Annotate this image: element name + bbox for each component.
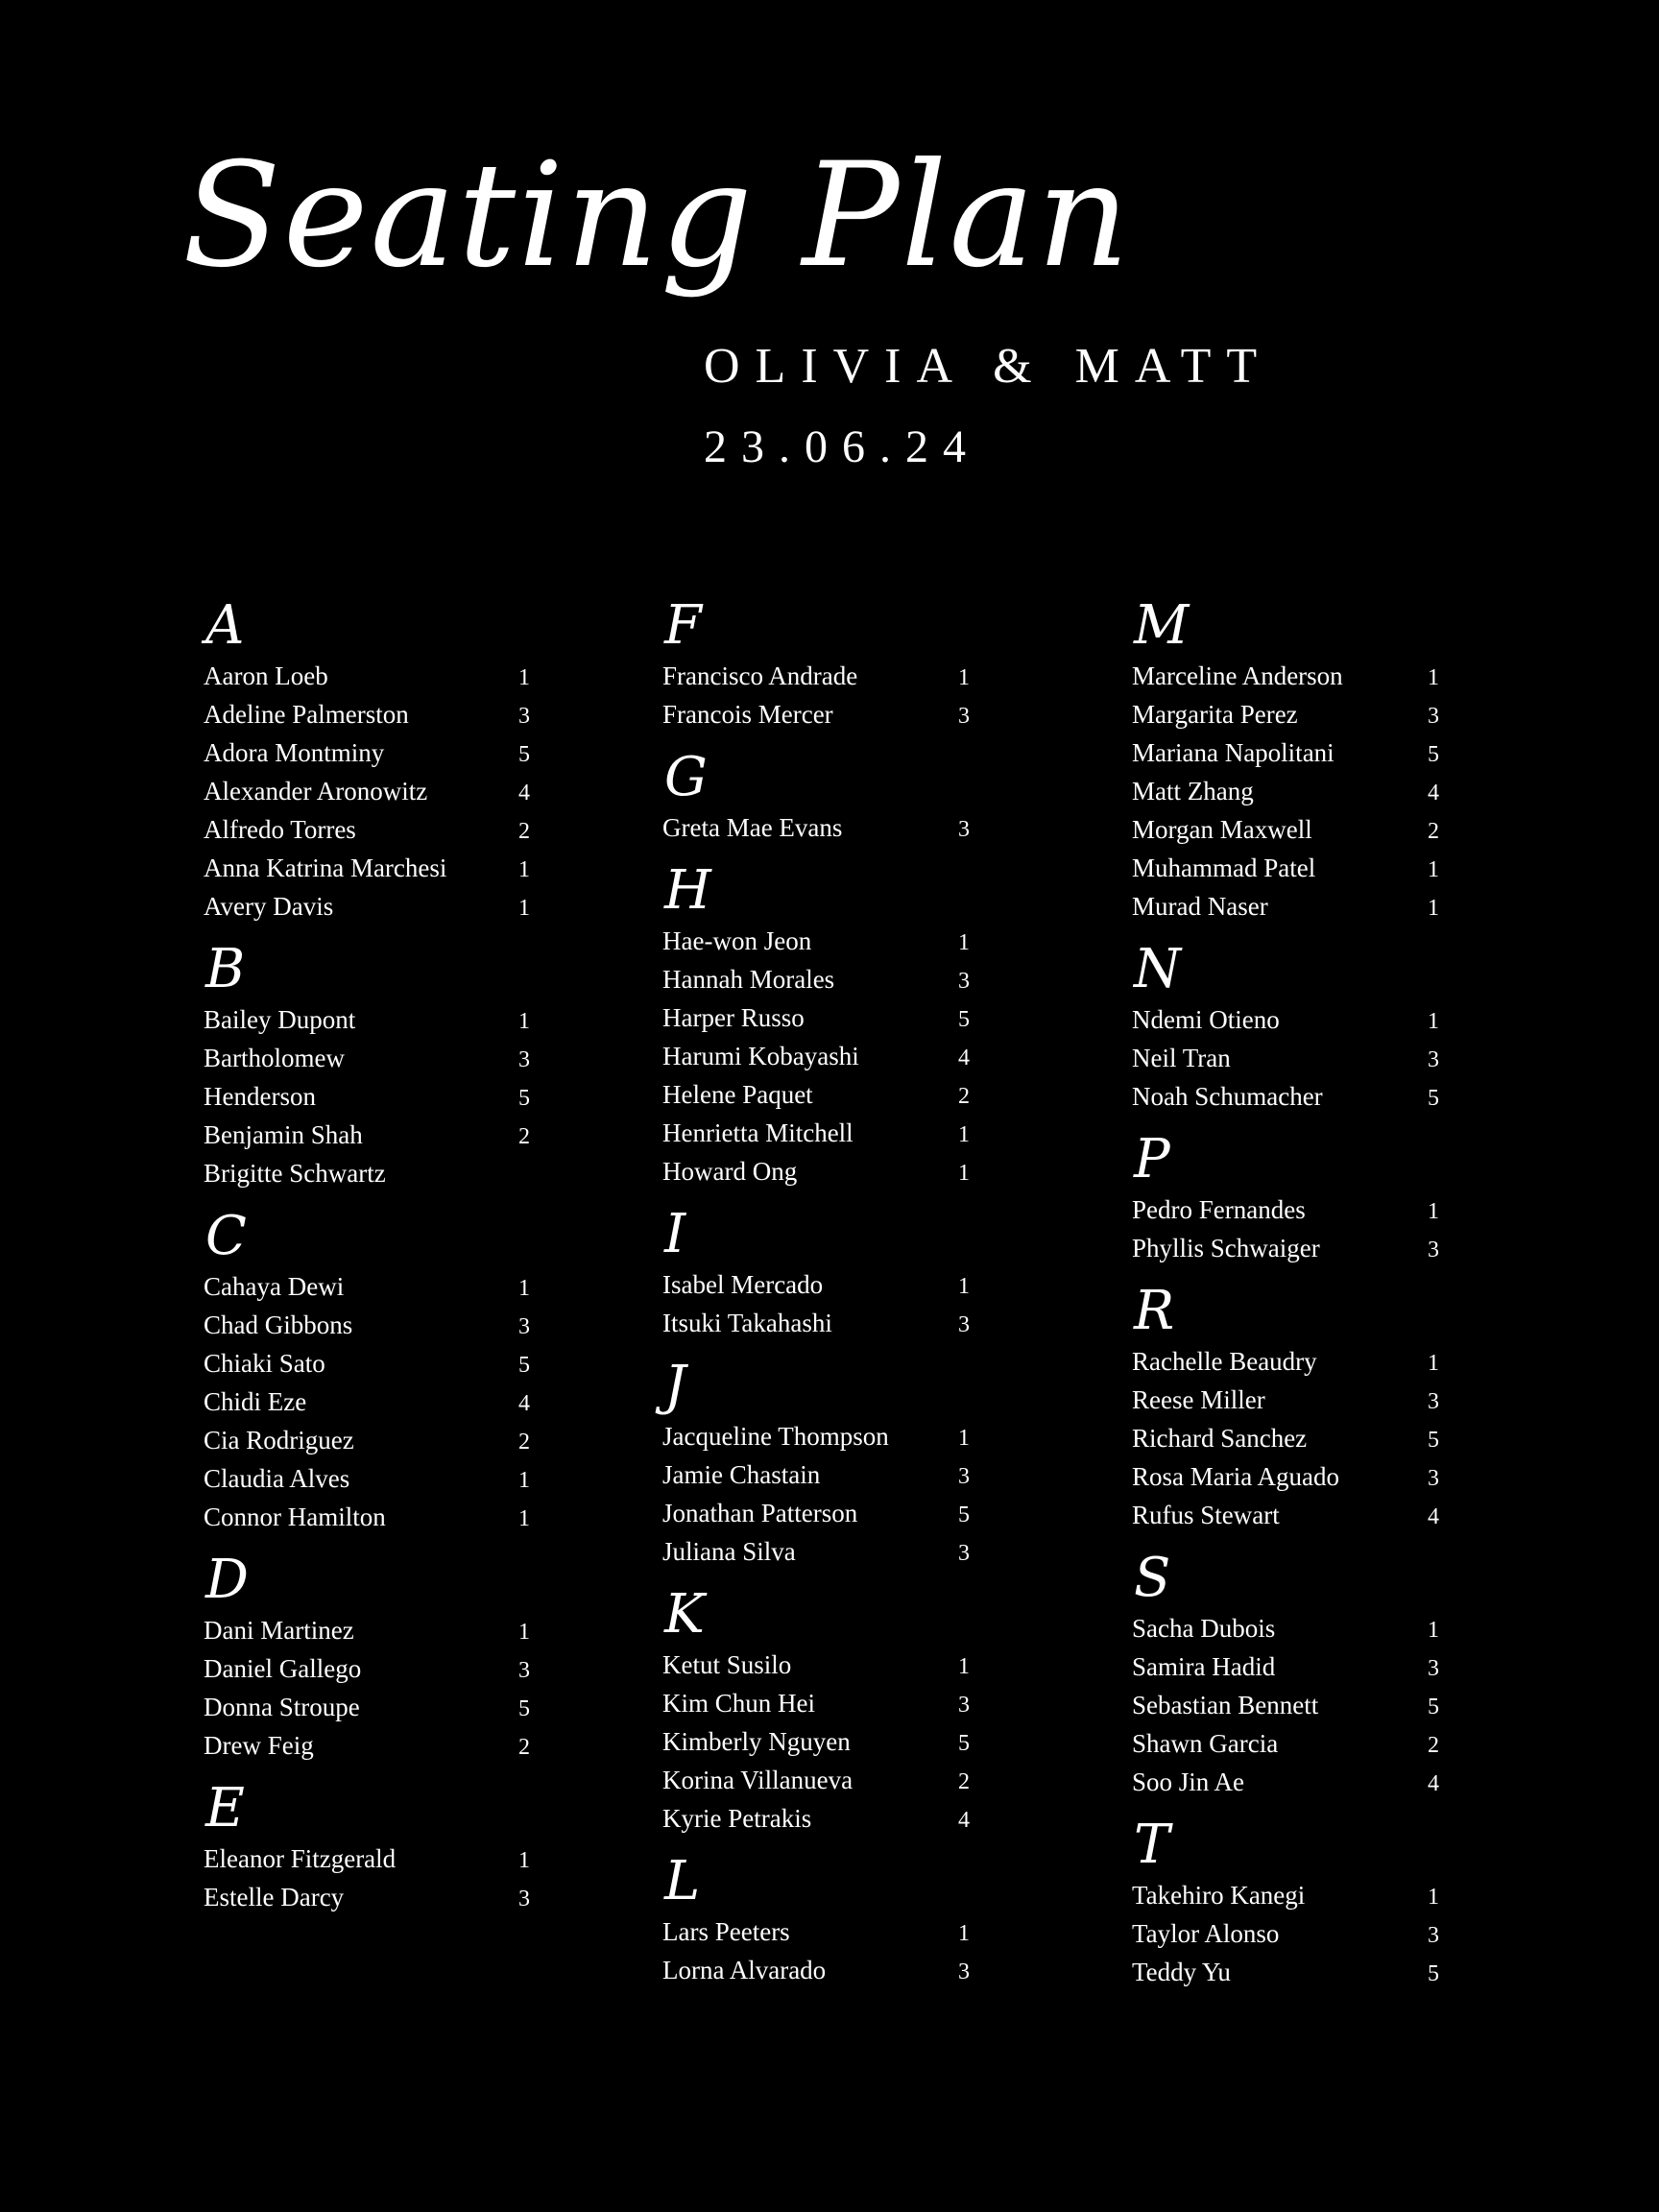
- table-number: 1: [518, 1276, 530, 1301]
- table-number: 5: [958, 1503, 970, 1527]
- guest-row: [662, 1494, 970, 1532]
- guest-name: Isabel Mercado: [662, 1270, 824, 1299]
- letter-section: [662, 595, 970, 733]
- guest-name: Sacha Dubois: [1132, 1614, 1276, 1643]
- guest-name: Estelle Darcy: [204, 1883, 345, 1911]
- guest-name: Connor Hamilton: [204, 1503, 386, 1531]
- guest-row: [662, 1912, 970, 1951]
- guest-row: [204, 1154, 530, 1192]
- guest-name: Juliana Silva: [662, 1537, 796, 1566]
- guest-row: [1132, 1609, 1439, 1647]
- guest-row: [204, 810, 530, 849]
- guest-row: [204, 1839, 530, 1878]
- table-number: 4: [958, 1808, 970, 1833]
- section-letter: N: [1134, 938, 1181, 1000]
- section-letter: F: [664, 594, 702, 657]
- table-number: 5: [1428, 742, 1439, 767]
- guest-name: Benjamin Shah: [204, 1120, 363, 1149]
- table-number: 4: [1428, 1504, 1439, 1529]
- table-number: 3: [958, 704, 970, 729]
- table-number: 4: [518, 1391, 530, 1416]
- guest-row: [204, 1688, 530, 1726]
- table-number: 3: [518, 1887, 530, 1911]
- guest-row: [204, 1267, 530, 1306]
- guest-name: Alexander Aronowitz: [204, 777, 428, 805]
- guest-name: Bartholomew: [204, 1044, 345, 1072]
- guest-column-2: [662, 595, 970, 1989]
- guest-row: [662, 1951, 970, 1989]
- table-number: 1: [958, 665, 970, 690]
- guest-row: [1132, 1381, 1439, 1419]
- guest-name: Sebastian Bennett: [1132, 1691, 1319, 1719]
- guest-name: Eleanor Fitzgerald: [204, 1844, 397, 1873]
- guest-row: [204, 772, 530, 810]
- table-number: 1: [1428, 1885, 1439, 1910]
- guest-name: Hannah Morales: [662, 965, 835, 994]
- guest-name: Kim Chun Hei: [662, 1689, 815, 1718]
- table-number: 1: [1428, 1009, 1439, 1034]
- guest-name: Soo Jin Ae: [1132, 1767, 1245, 1796]
- guest-row: [662, 1799, 970, 1838]
- guest-name: Claudia Alves: [204, 1464, 350, 1493]
- letter-section: [1132, 1281, 1439, 1534]
- guest-name: Korina Villanueva: [662, 1766, 854, 1794]
- guest-name: Francisco Andrade: [662, 661, 858, 690]
- table-number: 1: [1428, 1199, 1439, 1224]
- guest-row: [1132, 1419, 1439, 1457]
- section-letter: A: [205, 594, 245, 657]
- table-number: 3: [958, 1312, 970, 1337]
- guest-name: Ketut Susilo: [662, 1650, 792, 1679]
- table-number: 3: [1428, 704, 1439, 729]
- table-number: 3: [518, 1047, 530, 1072]
- guest-name: Chad Gibbons: [204, 1310, 353, 1339]
- guest-name: Jamie Chastain: [662, 1460, 821, 1489]
- guest-row: [1132, 1914, 1439, 1953]
- table-number: 1: [1428, 896, 1439, 921]
- letter-section: [662, 1204, 970, 1342]
- guest-name: Chiaki Sato: [204, 1349, 325, 1378]
- guest-row: [662, 1304, 970, 1342]
- guest-name: Lars Peeters: [662, 1917, 790, 1946]
- letter-section: [204, 1550, 530, 1765]
- guest-row: [662, 1114, 970, 1152]
- table-number: 4: [518, 781, 530, 805]
- guest-name: Cia Rodriguez: [204, 1426, 354, 1455]
- table-number: 3: [1428, 1389, 1439, 1414]
- guest-name: Marceline Anderson: [1132, 661, 1343, 690]
- table-number: 1: [1428, 1351, 1439, 1376]
- guest-row: [1132, 1647, 1439, 1686]
- guest-name: Itsuki Takahashi: [662, 1309, 832, 1337]
- table-number: 1: [958, 1921, 970, 1946]
- guest-row: [204, 1077, 530, 1116]
- table-number: 2: [518, 1124, 530, 1149]
- table-number: 3: [518, 1314, 530, 1339]
- guest-row: [1132, 1342, 1439, 1381]
- guest-name: Adora Montminy: [204, 738, 385, 767]
- guest-row: [1132, 657, 1439, 695]
- guest-name: Morgan Maxwell: [1132, 815, 1312, 844]
- guest-row: [204, 1039, 530, 1077]
- guest-name: Chidi Eze: [204, 1387, 307, 1416]
- table-number: 2: [518, 1735, 530, 1760]
- table-number: 1: [1428, 857, 1439, 882]
- guest-name: Lorna Alvarado: [662, 1956, 827, 1984]
- table-number: 1: [518, 896, 530, 921]
- guest-row: [1132, 887, 1439, 926]
- section-letter: D: [205, 1549, 249, 1611]
- guest-row: [662, 657, 970, 695]
- table-number: 5: [1428, 1428, 1439, 1453]
- table-number: 3: [958, 969, 970, 994]
- guest-name: Donna Stroupe: [204, 1693, 360, 1721]
- guest-name: Daniel Gallego: [204, 1654, 362, 1683]
- letter-section: [204, 1206, 530, 1536]
- guest-row: [1132, 849, 1439, 887]
- guest-name: Henderson: [204, 1082, 316, 1111]
- guest-name: Francois Mercer: [662, 700, 833, 729]
- guest-name: Muhammad Patel: [1132, 854, 1316, 882]
- guest-name: Drew Feig: [204, 1731, 314, 1760]
- guest-row: [662, 998, 970, 1037]
- guest-name: Jonathan Patterson: [662, 1499, 858, 1527]
- guest-row: [662, 1761, 970, 1799]
- guest-row: [204, 1649, 530, 1688]
- guest-row: [662, 1646, 970, 1684]
- guest-name: Henrietta Mitchell: [662, 1118, 854, 1147]
- table-number: 5: [1428, 1086, 1439, 1111]
- section-letter: K: [664, 1583, 705, 1646]
- table-number: 3: [1428, 1923, 1439, 1948]
- event-date: 23.06.24: [704, 421, 980, 472]
- table-number: 3: [518, 1658, 530, 1683]
- guest-name: Harper Russo: [662, 1003, 805, 1032]
- table-number: 1: [518, 1848, 530, 1873]
- table-number: 3: [518, 704, 530, 729]
- section-letter: B: [205, 938, 246, 1000]
- guest-row: [662, 1037, 970, 1075]
- guest-column-3: [1132, 595, 1439, 1991]
- guest-row: [662, 695, 970, 733]
- guest-row: [1132, 1190, 1439, 1229]
- guest-name: Margarita Perez: [1132, 700, 1298, 729]
- guest-row: [1132, 733, 1439, 772]
- guest-row: [662, 808, 970, 847]
- table-number: 3: [1428, 1656, 1439, 1681]
- section-letter: J: [664, 1355, 686, 1417]
- guest-name: Rachelle Beaudry: [1132, 1347, 1317, 1376]
- guest-name: Greta Mae Evans: [662, 813, 843, 842]
- guest-row: [204, 1459, 530, 1498]
- table-number: 3: [958, 1960, 970, 1984]
- guest-row: [1132, 695, 1439, 733]
- guest-name: Bailey Dupont: [204, 1005, 356, 1034]
- table-number: 1: [518, 665, 530, 690]
- guest-name: Anna Katrina Marchesi: [204, 854, 447, 882]
- guest-row: [204, 1726, 530, 1765]
- letter-section: [1132, 595, 1439, 926]
- guest-name: Harumi Kobayashi: [662, 1042, 859, 1070]
- letter-section: [204, 1778, 530, 1916]
- guest-name: Neil Tran: [1132, 1044, 1231, 1072]
- guest-row: [1132, 1876, 1439, 1914]
- guest-row: [662, 1722, 970, 1761]
- table-number: 5: [958, 1731, 970, 1756]
- guest-name: Pedro Fernandes: [1132, 1195, 1306, 1224]
- section-letter: G: [664, 746, 708, 808]
- table-number: 1: [958, 1274, 970, 1299]
- section-letter: H: [664, 859, 711, 922]
- guest-name: Rosa Maria Aguado: [1132, 1462, 1339, 1491]
- guest-column-1: [204, 595, 530, 1916]
- letter-section: [662, 1851, 970, 1989]
- guest-name: Hae-won Jeon: [662, 926, 812, 955]
- guest-row: [662, 922, 970, 960]
- table-number: 4: [958, 1046, 970, 1070]
- guest-row: [204, 887, 530, 926]
- guest-name: Howard Ong: [662, 1157, 798, 1186]
- section-letter: T: [1134, 1814, 1170, 1876]
- guest-name: Rufus Stewart: [1132, 1501, 1280, 1529]
- guest-name: Aaron Loeb: [204, 661, 328, 690]
- table-number: 1: [518, 1468, 530, 1493]
- table-number: 1: [958, 1654, 970, 1679]
- guest-name: Phyllis Schwaiger: [1132, 1234, 1320, 1262]
- table-number: 2: [958, 1769, 970, 1794]
- table-number: 3: [1428, 1238, 1439, 1262]
- guest-row: [662, 1532, 970, 1571]
- letter-section: [662, 747, 970, 847]
- table-number: 1: [518, 857, 530, 882]
- table-number: 1: [518, 1506, 530, 1531]
- guest-name: Kyrie Petrakis: [662, 1804, 812, 1833]
- guest-name: Ndemi Otieno: [1132, 1005, 1280, 1034]
- guest-row: [1132, 1457, 1439, 1496]
- table-number: 2: [1428, 819, 1439, 844]
- table-number: 1: [958, 1161, 970, 1186]
- guest-name: Murad Naser: [1132, 892, 1268, 921]
- table-number: 1: [958, 1122, 970, 1147]
- table-number: 5: [958, 1007, 970, 1032]
- guest-name: Takehiro Kanegi: [1132, 1881, 1306, 1910]
- guest-row: [204, 1116, 530, 1154]
- guest-row: [1132, 772, 1439, 810]
- letter-section: [1132, 1815, 1439, 1991]
- guest-row: [662, 1684, 970, 1722]
- guest-row: [1132, 1953, 1439, 1991]
- guest-row: [204, 733, 530, 772]
- guest-row: [204, 1344, 530, 1382]
- guest-name: Dani Martinez: [204, 1616, 354, 1645]
- letter-section: [1132, 939, 1439, 1116]
- guest-row: [204, 1611, 530, 1649]
- table-number: 1: [518, 1620, 530, 1645]
- table-number: 1: [518, 1009, 530, 1034]
- table-number: 2: [1428, 1733, 1439, 1758]
- guest-row: [204, 1000, 530, 1039]
- table-number: 5: [518, 1696, 530, 1721]
- section-letter: P: [1134, 1128, 1170, 1190]
- guest-name: Brigitte Schwartz: [204, 1159, 386, 1188]
- guest-row: [1132, 1496, 1439, 1534]
- guest-row: [1132, 1077, 1439, 1116]
- guest-name: Shawn Garcia: [1132, 1729, 1279, 1758]
- table-number: 1: [1428, 1618, 1439, 1643]
- table-number: 1: [1428, 665, 1439, 690]
- table-number: 3: [1428, 1466, 1439, 1491]
- guest-row: [204, 1306, 530, 1344]
- section-letter: C: [205, 1205, 247, 1267]
- section-letter: M: [1134, 594, 1190, 657]
- letter-section: [1132, 1548, 1439, 1801]
- section-letter: E: [205, 1777, 245, 1839]
- guest-name: Noah Schumacher: [1132, 1082, 1323, 1111]
- section-letter: S: [1134, 1547, 1171, 1609]
- letter-section: [204, 939, 530, 1192]
- page-title: Seating Plan: [182, 132, 1132, 300]
- guest-row: [1132, 1039, 1439, 1077]
- guest-name: Richard Sanchez: [1132, 1424, 1308, 1453]
- guest-row: [662, 1075, 970, 1114]
- guest-row: [1132, 1686, 1439, 1724]
- guest-name: Teddy Yu: [1132, 1958, 1231, 1986]
- table-number: 5: [518, 1353, 530, 1378]
- guest-row: [204, 657, 530, 695]
- table-number: 2: [518, 1430, 530, 1455]
- section-letter: I: [664, 1203, 686, 1265]
- table-number: 3: [958, 1693, 970, 1718]
- guest-row: [662, 1417, 970, 1455]
- guest-name: Kimberly Nguyen: [662, 1727, 851, 1756]
- guest-row: [204, 1498, 530, 1536]
- table-number: 3: [958, 1541, 970, 1566]
- guest-name: Adeline Palmerston: [204, 700, 409, 729]
- guest-row: [662, 1265, 970, 1304]
- guest-name: Samira Hadid: [1132, 1652, 1276, 1681]
- guest-row: [1132, 1724, 1439, 1763]
- guest-name: Reese Miller: [1132, 1385, 1265, 1414]
- guest-name: Jacqueline Thompson: [662, 1422, 889, 1451]
- guest-row: [1132, 1763, 1439, 1801]
- guest-row: [204, 1382, 530, 1421]
- guest-row: [204, 695, 530, 733]
- guest-row: [1132, 810, 1439, 849]
- guest-row: [662, 960, 970, 998]
- guest-name: Matt Zhang: [1132, 777, 1254, 805]
- guest-name: Cahaya Dewi: [204, 1272, 345, 1301]
- guest-name: Taylor Alonso: [1132, 1919, 1280, 1948]
- guest-name: Helene Paquet: [662, 1080, 813, 1109]
- letter-section: [1132, 1129, 1439, 1267]
- table-number: 3: [958, 817, 970, 842]
- guest-row: [204, 1878, 530, 1916]
- guest-name: Mariana Napolitani: [1132, 738, 1334, 767]
- guest-row: [204, 849, 530, 887]
- guest-name: Avery Davis: [204, 892, 334, 921]
- table-number: 5: [1428, 1695, 1439, 1719]
- table-number: 3: [958, 1464, 970, 1489]
- guest-row: [204, 1421, 530, 1459]
- letter-section: [662, 1356, 970, 1571]
- guest-name: Alfredo Torres: [204, 815, 356, 844]
- couple-names: OLIVIA & MATT: [704, 339, 1273, 394]
- guest-row: [1132, 1000, 1439, 1039]
- table-number: 4: [1428, 781, 1439, 805]
- guest-row: [1132, 1229, 1439, 1267]
- table-number: 1: [958, 930, 970, 955]
- table-number: 3: [1428, 1047, 1439, 1072]
- letter-section: [204, 595, 530, 926]
- letter-section: [662, 1584, 970, 1838]
- table-number: 2: [518, 819, 530, 844]
- table-number: 5: [1428, 1961, 1439, 1986]
- table-number: 5: [518, 742, 530, 767]
- table-number: 2: [958, 1084, 970, 1109]
- guest-row: [662, 1455, 970, 1494]
- section-letter: L: [664, 1850, 701, 1912]
- table-number: 4: [1428, 1771, 1439, 1796]
- table-number: 5: [518, 1086, 530, 1111]
- letter-section: [662, 860, 970, 1190]
- table-number: 1: [958, 1426, 970, 1451]
- section-letter: R: [1134, 1280, 1175, 1342]
- guest-row: [662, 1152, 970, 1190]
